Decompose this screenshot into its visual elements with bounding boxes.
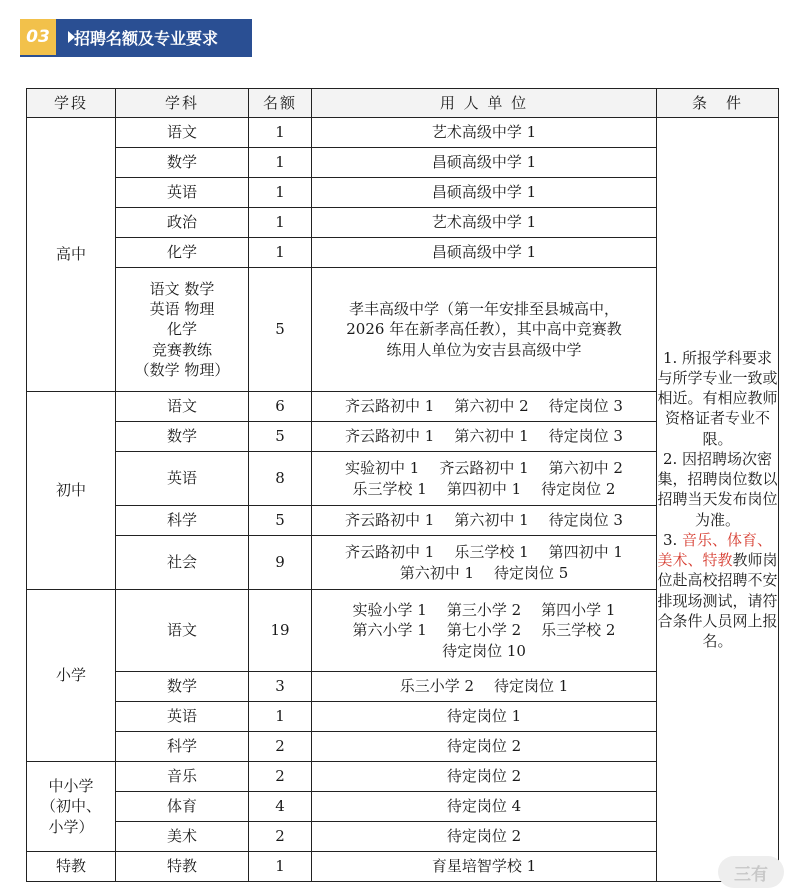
subject-cell: 语文 [116, 392, 249, 422]
unit-cell [312, 672, 657, 702]
quota-cell: 19 [249, 590, 312, 672]
section-number: 03 [20, 19, 56, 55]
unit-item: 第七小学 2 [446, 621, 522, 640]
quota-cell: 2 [249, 732, 312, 762]
unit-item: 齐云路初中 1 [345, 511, 435, 530]
unit-item: 第四小学 1 [541, 601, 616, 620]
unit-item: 待定岗位 3 [548, 427, 623, 446]
unit-cell: 待定岗位 4 [312, 792, 657, 822]
col-header-quota: 名额 [249, 89, 312, 118]
quota-cell: 6 [249, 392, 312, 422]
unit-cell: 育星培智学校 1 [312, 852, 657, 882]
condition-cell [657, 118, 779, 882]
subject-cell: 数学 [116, 422, 249, 452]
quota-cell: 1 [249, 238, 312, 268]
unit-cell: 待定岗位 2 [312, 822, 657, 852]
quota-cell: 5 [249, 506, 312, 536]
unit-line [312, 620, 656, 640]
unit-cell [312, 268, 657, 392]
unit-item: 第六初中 2 [454, 397, 529, 416]
subject-cell: 政治 [116, 208, 249, 238]
unit-item: 待定岗位 3 [548, 397, 623, 416]
subject-line: 化学 [166, 320, 197, 339]
subject-line: 竞赛教练 [151, 340, 212, 359]
unit-item: 齐云路初中 1 [439, 459, 529, 478]
subject-cell: 社会 [116, 536, 249, 590]
quota-cell: 3 [249, 672, 312, 702]
condition-item-3-text: 教师岗位赴高校招聘不安排现场测试，请符合条件人员网上报名。 [657, 551, 778, 651]
quota-cell: 1 [249, 702, 312, 732]
stage-cell-high: 高中 [27, 118, 116, 392]
col-header-condition: 条 件 [657, 89, 779, 118]
unit-item: 齐云路初中 1 [345, 543, 435, 562]
unit-cell [312, 536, 657, 590]
unit-line [312, 458, 656, 478]
condition-item-2: 2. 因招聘场次密集，招聘岗位数以招聘当天发布岗位为准。 [657, 449, 778, 529]
quota-cell: 1 [249, 208, 312, 238]
subject-cell [116, 268, 249, 392]
unit-item: 乐三学校 1 [454, 543, 529, 562]
watermark-logo: 三有 [718, 856, 784, 888]
unit-cell [312, 506, 657, 536]
quota-cell: 8 [249, 452, 312, 506]
unit-item: 实验初中 1 [345, 459, 420, 478]
recruitment-table [26, 88, 779, 882]
subject-cell: 英语 [116, 178, 249, 208]
subject-cell: 特教 [116, 852, 249, 882]
unit-item: 乐三学校 2 [541, 621, 616, 640]
unit-item: 第六初中 1 [454, 511, 529, 530]
quota-cell: 5 [249, 268, 312, 392]
stage-line: 中小学 [48, 777, 94, 796]
subject-cell: 科学 [116, 506, 249, 536]
unit-cell: 艺术高级中学 1 [312, 118, 657, 148]
unit-item: 第四初中 1 [446, 479, 522, 498]
quota-cell: 4 [249, 792, 312, 822]
quota-cell: 1 [249, 148, 312, 178]
header-underline [20, 55, 252, 57]
unit-item: 待定岗位 10 [442, 641, 526, 660]
unit-item: 待定岗位 3 [548, 511, 623, 530]
quota-cell: 1 [249, 852, 312, 882]
quota-cell: 2 [249, 762, 312, 792]
stage-cell-special: 特教 [27, 852, 116, 882]
unit-item: 第六初中 1 [454, 427, 529, 446]
subject-cell: 音乐 [116, 762, 249, 792]
unit-cell: 艺术高级中学 1 [312, 208, 657, 238]
subject-cell: 英语 [116, 702, 249, 732]
unit-line [312, 641, 656, 661]
subject-line: 英语 物理 [149, 300, 215, 319]
unit-cell: 待定岗位 2 [312, 732, 657, 762]
col-header-unit: 用 人 单 位 [312, 89, 657, 118]
subject-cell: 化学 [116, 238, 249, 268]
subject-cell: 语文 [116, 118, 249, 148]
unit-item: 齐云路初中 1 [345, 397, 435, 416]
stage-cell-junior: 初中 [27, 392, 116, 590]
unit-cell [312, 422, 657, 452]
unit-line: 孝丰高级中学（第一年安排至县城高中， [348, 300, 619, 319]
stage-line: （初中、 [40, 797, 101, 816]
subject-cell: 美术 [116, 822, 249, 852]
quota-cell: 2 [249, 822, 312, 852]
unit-item: 第六初中 2 [548, 459, 623, 478]
quota-cell: 9 [249, 536, 312, 590]
unit-cell: 昌硕高级中学 1 [312, 238, 657, 268]
section-header [20, 19, 252, 55]
condition-item-3-number: 3. [662, 530, 683, 549]
quota-cell: 5 [249, 422, 312, 452]
unit-item: 待定岗位 1 [494, 677, 569, 696]
condition-item-1: 1. 所报学科要求与所学专业一致或相近。有相应教师资格证者专业不限。 [657, 348, 778, 448]
unit-line [312, 563, 656, 583]
unit-cell: 昌硕高级中学 1 [312, 178, 657, 208]
subject-cell: 数学 [116, 148, 249, 178]
col-header-subject: 学科 [116, 89, 249, 118]
subject-cell: 语文 [116, 590, 249, 672]
unit-line: 练用人单位为安吉县高级中学 [386, 340, 582, 359]
unit-cell [312, 392, 657, 422]
quota-cell: 1 [249, 118, 312, 148]
unit-item: 乐三学校 1 [352, 479, 427, 498]
unit-line [312, 600, 656, 620]
table-row [27, 118, 779, 148]
quota-cell: 1 [249, 178, 312, 208]
subject-cell: 数学 [116, 672, 249, 702]
stage-cell-primary: 小学 [27, 590, 116, 762]
col-header-stage: 学段 [27, 89, 116, 118]
unit-cell [312, 590, 657, 672]
unit-cell: 昌硕高级中学 1 [312, 148, 657, 178]
unit-line [312, 542, 656, 562]
unit-cell: 待定岗位 2 [312, 762, 657, 792]
unit-cell: 待定岗位 1 [312, 702, 657, 732]
subject-line: 语文 数学 [149, 279, 215, 298]
table-header-row [27, 89, 779, 118]
subject-cell: 英语 [116, 452, 249, 506]
unit-item: 齐云路初中 1 [345, 427, 435, 446]
unit-item: 待定岗位 2 [541, 479, 616, 498]
unit-line: 2026 年在新孝高任教），其中高中竞赛教 [346, 320, 622, 339]
unit-item: 第四初中 1 [548, 543, 623, 562]
subject-line: （数学 物理） [134, 360, 230, 379]
subject-cell: 科学 [116, 732, 249, 762]
unit-item: 第六初中 1 [399, 563, 474, 582]
unit-item: 实验小学 1 [352, 601, 427, 620]
condition-item-3 [657, 530, 778, 652]
subject-cell: 体育 [116, 792, 249, 822]
stage-cell-mixed [27, 762, 116, 852]
section-title: 招聘名额及专业要求 [56, 19, 252, 55]
unit-item: 第三小学 2 [446, 601, 522, 620]
unit-line [312, 479, 656, 499]
unit-item: 第六小学 1 [352, 621, 427, 640]
stage-line: 小学） [48, 817, 94, 836]
unit-item: 待定岗位 5 [494, 563, 569, 582]
unit-cell [312, 452, 657, 506]
unit-item: 乐三小学 2 [399, 677, 474, 696]
condition-highlight: 音乐、体育、美术、特教 [657, 530, 773, 570]
